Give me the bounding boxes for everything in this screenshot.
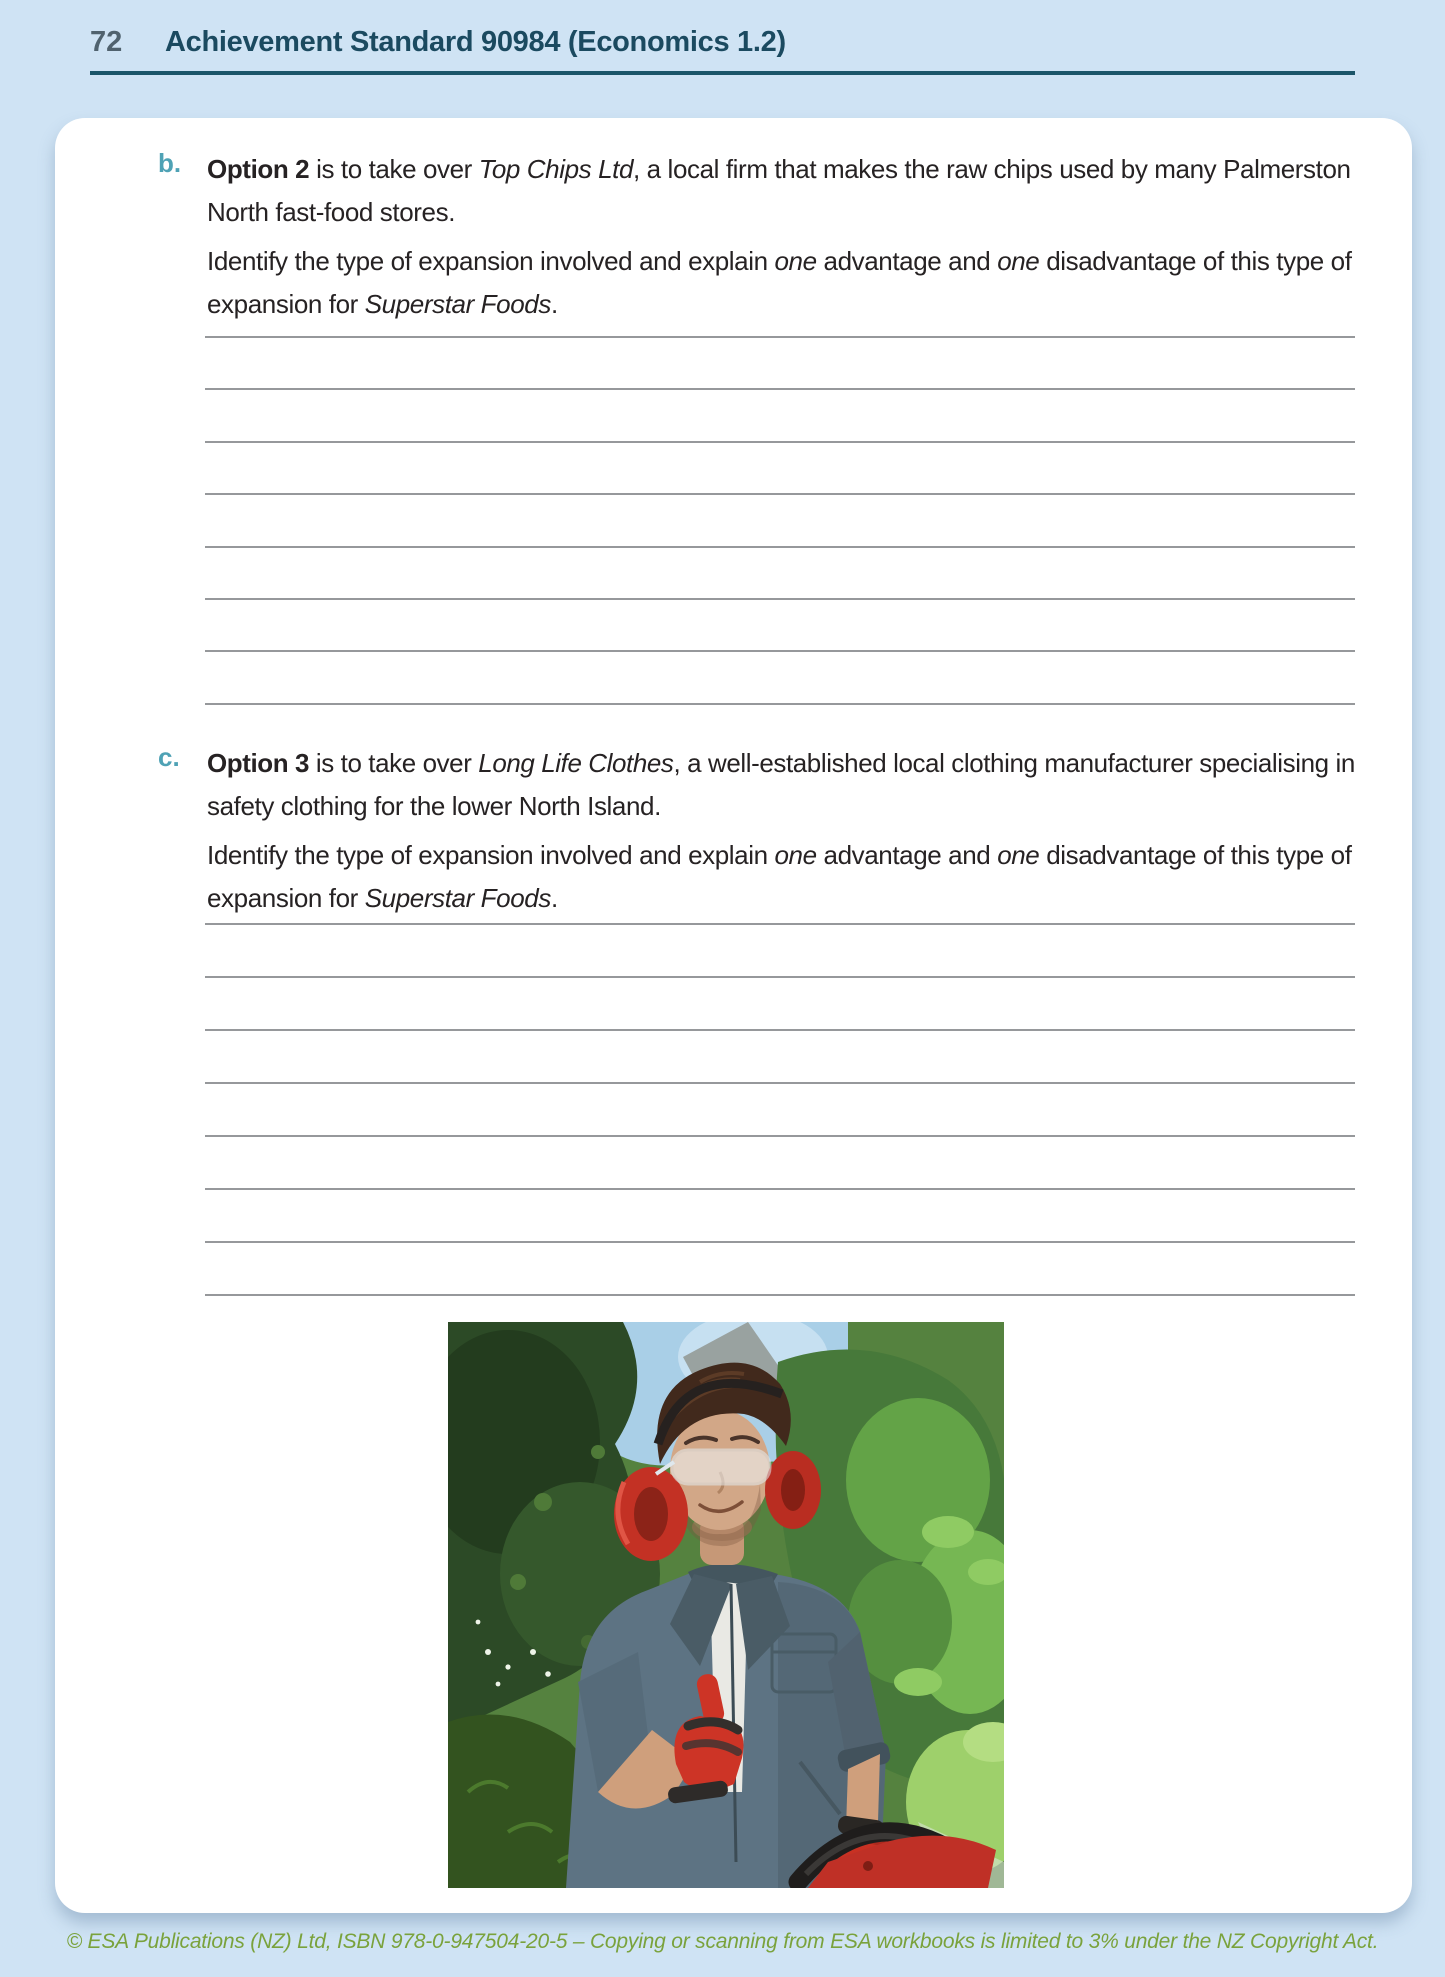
page-title: Achievement Standard 90984 (Economics 1.2) bbox=[165, 26, 786, 58]
text-segment: expansion for bbox=[207, 289, 365, 319]
text-segment: Identify the type of expansion involved and explain bbox=[207, 246, 775, 276]
question-c-label: c. bbox=[158, 742, 180, 772]
text-segment: advantage and bbox=[816, 246, 998, 276]
answer-line bbox=[205, 441, 1355, 443]
header-row bbox=[90, 26, 1355, 59]
question-b bbox=[55, 148, 1412, 326]
question-b-answer-lines bbox=[205, 336, 1355, 705]
question-c-body bbox=[207, 742, 1355, 920]
answer-line bbox=[205, 336, 1355, 338]
answer-line bbox=[205, 598, 1355, 600]
text-line bbox=[207, 742, 1353, 785]
question-b-intro bbox=[207, 148, 1355, 234]
text-line bbox=[207, 240, 1355, 283]
text-segment: , a local firm that makes the raw chips used by many Palmerston bbox=[633, 154, 1351, 184]
text-segment: expansion for bbox=[207, 883, 365, 913]
content-card bbox=[55, 118, 1412, 1913]
answer-line bbox=[205, 1241, 1355, 1243]
question-b-body bbox=[207, 148, 1355, 326]
page-number: 72 bbox=[90, 26, 123, 58]
answer-line bbox=[205, 650, 1355, 652]
text-segment: . bbox=[550, 289, 558, 319]
page-header bbox=[90, 26, 1355, 75]
question-c-intro bbox=[207, 742, 1355, 828]
text-segment: advantage and bbox=[816, 840, 998, 870]
text-segment: one bbox=[997, 840, 1040, 870]
answer-line bbox=[205, 1188, 1355, 1190]
text-line bbox=[207, 283, 1355, 326]
text-segment: Option 3 bbox=[207, 748, 310, 778]
text-segment: Superstar Foods bbox=[364, 883, 551, 913]
text-segment: Identify the type of expansion involved and explain bbox=[207, 840, 775, 870]
text-line bbox=[207, 834, 1355, 877]
text-segment: Option 2 bbox=[207, 154, 310, 184]
answer-line bbox=[205, 546, 1355, 548]
answer-line bbox=[205, 1294, 1355, 1296]
text-segment: Long Life Clothes bbox=[478, 748, 674, 778]
answer-line bbox=[205, 493, 1355, 495]
text-segment: North fast-food stores. bbox=[207, 197, 456, 227]
answer-line bbox=[205, 388, 1355, 390]
question-c-prompt bbox=[207, 834, 1355, 920]
worker-photo bbox=[448, 1322, 1004, 1888]
answer-line bbox=[205, 1029, 1355, 1031]
text-segment: , a well-established local clothing manufacturer specialising in bbox=[673, 748, 1355, 778]
header-divider bbox=[90, 71, 1355, 75]
answer-line bbox=[205, 703, 1355, 705]
text-line bbox=[207, 785, 1355, 828]
answer-line bbox=[205, 923, 1355, 925]
answer-line bbox=[205, 1135, 1355, 1137]
text-segment: one bbox=[774, 840, 817, 870]
text-line bbox=[207, 191, 1355, 234]
text-segment: one bbox=[774, 246, 817, 276]
text-line bbox=[207, 877, 1355, 920]
text-segment: Superstar Foods bbox=[364, 289, 551, 319]
copyright-footer: © ESA Publications (NZ) Ltd, ISBN 978-0-947504-20-5 – Copying or scanning from ESA workbooks is limited to 3% under the NZ Copyright Act. bbox=[66, 1930, 1379, 1953]
question-b-label: b. bbox=[158, 148, 182, 178]
text-segment: disadvantage of this type of bbox=[1039, 840, 1352, 870]
question-b-prompt bbox=[207, 240, 1355, 326]
question-c-answer-lines bbox=[205, 923, 1355, 1296]
answer-line bbox=[205, 1082, 1355, 1084]
text-line bbox=[207, 148, 1355, 191]
text-segment: is to take over bbox=[309, 154, 479, 184]
text-segment: one bbox=[997, 246, 1040, 276]
question-c bbox=[55, 742, 1412, 920]
text-segment: safety clothing for the lower North Island. bbox=[207, 791, 661, 821]
worker-photo-illustration bbox=[448, 1322, 1004, 1888]
text-segment: disadvantage of this type of bbox=[1039, 246, 1352, 276]
text-segment: is to take over bbox=[309, 748, 479, 778]
text-segment: Top Chips Ltd bbox=[478, 154, 634, 184]
text-segment: . bbox=[550, 883, 558, 913]
answer-line bbox=[205, 976, 1355, 978]
